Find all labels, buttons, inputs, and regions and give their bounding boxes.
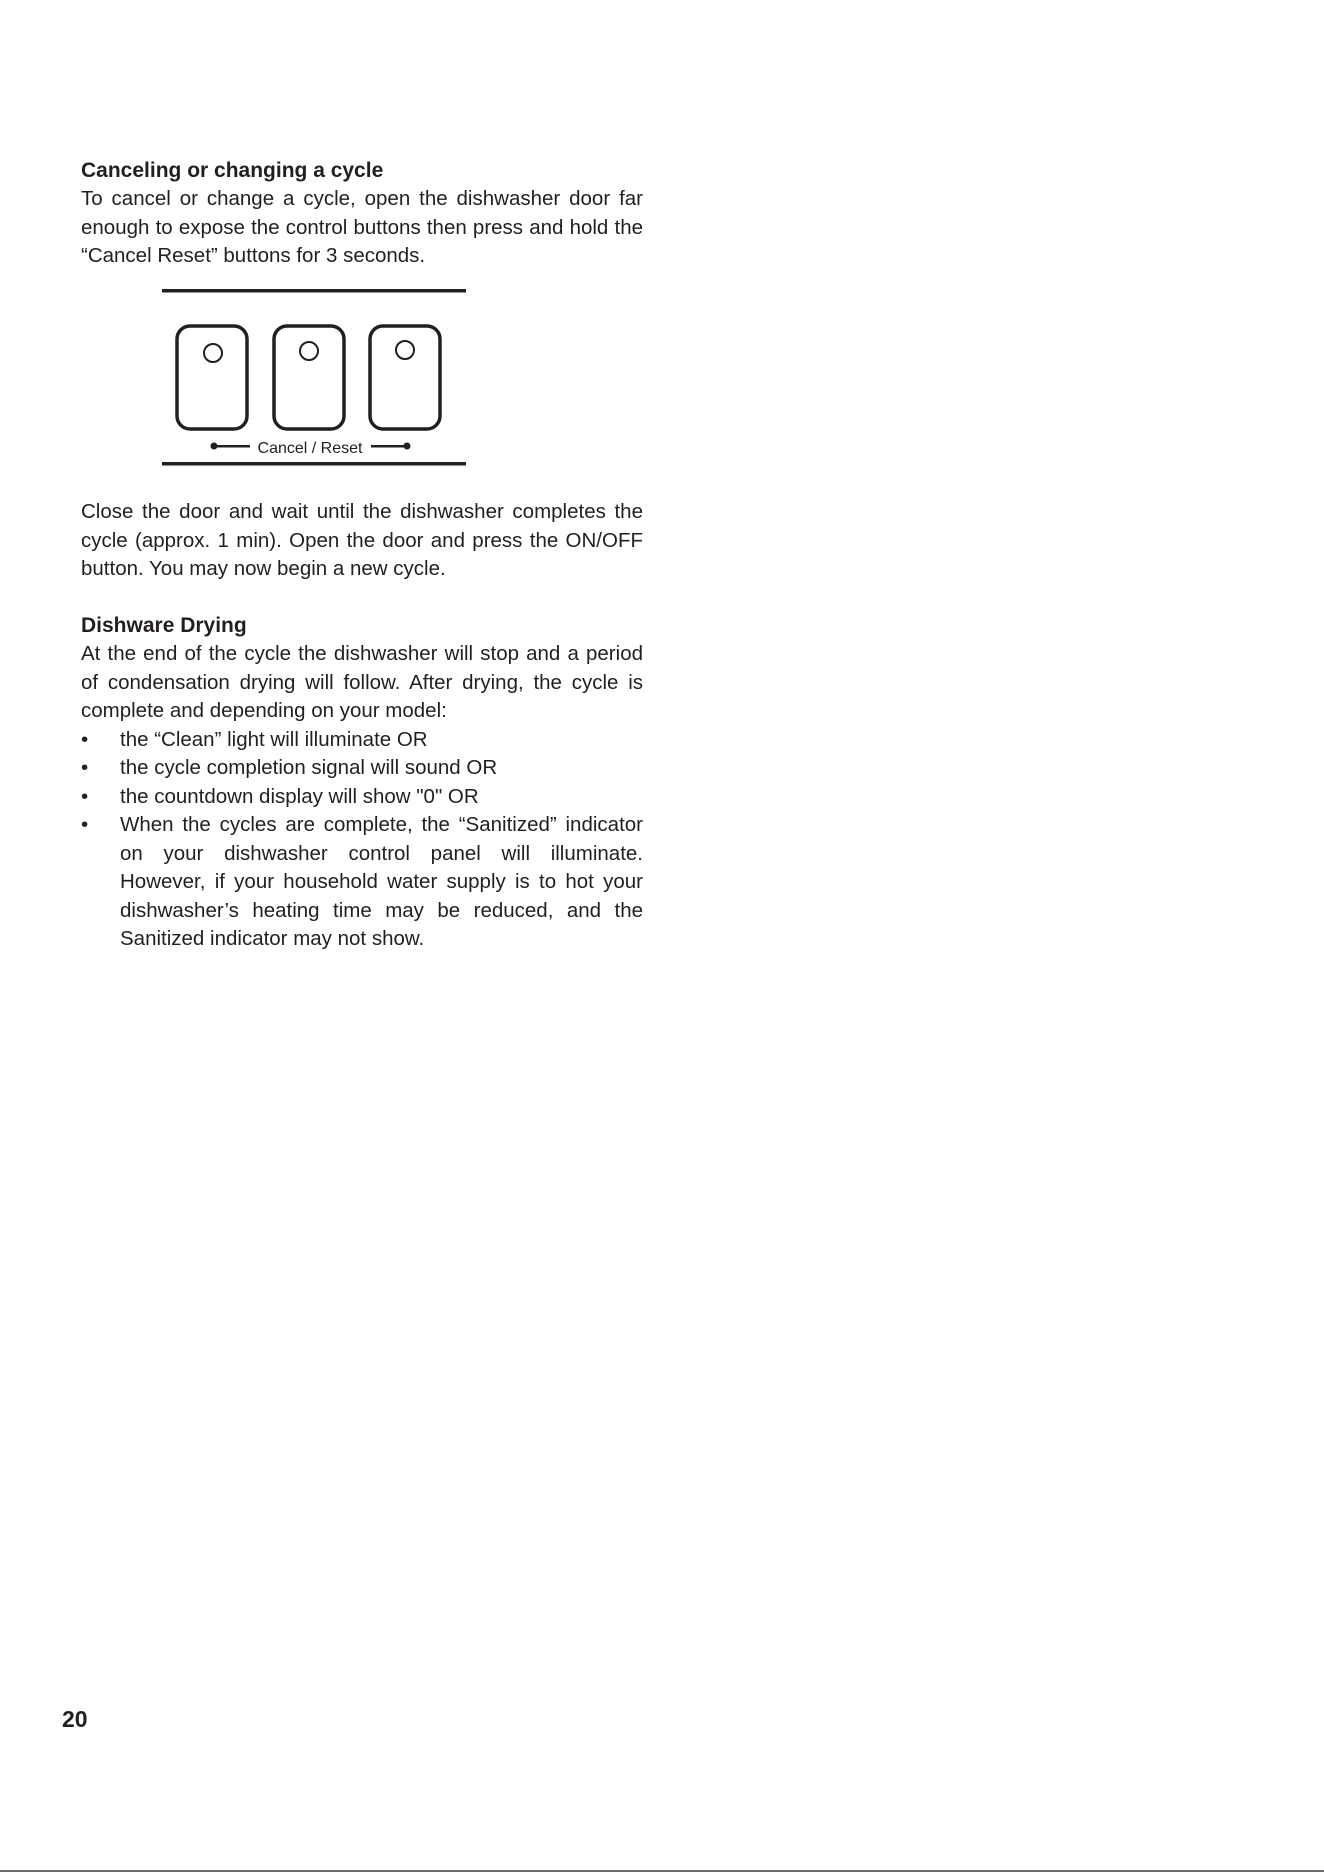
bullet-icon: •	[81, 756, 89, 779]
drying-heading: Dishware Drying	[81, 614, 247, 637]
list-item	[81, 783, 643, 812]
list-item	[81, 726, 643, 755]
cancel-followup	[81, 498, 643, 584]
bullet-icon: •	[81, 784, 89, 808]
bullet-text: When the cycles are complete, the “Sanitized” indicator on your dishwasher control panel will illuminate. However, if your household water supply is to hot your dishwasher’s heating time may be reduced, and the Sanitized indicator may not show.	[120, 813, 643, 950]
cancel-heading: Canceling or changing a cycle	[81, 159, 384, 182]
diagram-bottom-rule	[162, 462, 466, 466]
button-indicator-icon	[204, 344, 222, 362]
bullet-icon: •	[81, 727, 89, 751]
control-button-2	[274, 326, 344, 429]
cancel-reset-label: Cancel / Reset	[257, 440, 363, 457]
list-item	[81, 811, 643, 954]
diagram-top-rule	[162, 289, 466, 293]
bullet-text: the cycle completion signal will sound OR	[120, 756, 498, 779]
control-button-3	[370, 326, 440, 429]
button-indicator-icon	[300, 342, 318, 360]
drying-section	[81, 612, 643, 954]
control-buttons-diagram	[160, 286, 470, 470]
bullet-text: the “Clean” light will illuminate OR	[120, 727, 428, 751]
drying-intro: At the end of the cycle the dishwasher will stop and a period of condensation drying will follow. After drying, the cycle is complete and depending on your model:	[81, 642, 643, 722]
cancel-reset-bracket	[211, 440, 411, 457]
control-button-1	[177, 326, 247, 429]
cancel-followup-text: Close the door and wait until the dishwasher completes the cycle (approx. 1 min). Open the door and press the ON/OFF button. You may now begin a new cycle.	[81, 500, 643, 580]
bullet-text: the countdown display will show "0" OR	[120, 784, 479, 808]
page-number: 20	[62, 1706, 88, 1732]
list-item	[81, 754, 643, 783]
cancel-section	[81, 157, 643, 271]
bullet-icon: •	[81, 813, 89, 836]
drying-bullet-list	[81, 726, 643, 954]
button-indicator-icon	[396, 341, 414, 359]
cancel-instructions: To cancel or change a cycle, open the dishwasher door far enough to expose the control buttons then press and hold the “Cancel Reset” buttons for 3 seconds.	[81, 187, 643, 267]
